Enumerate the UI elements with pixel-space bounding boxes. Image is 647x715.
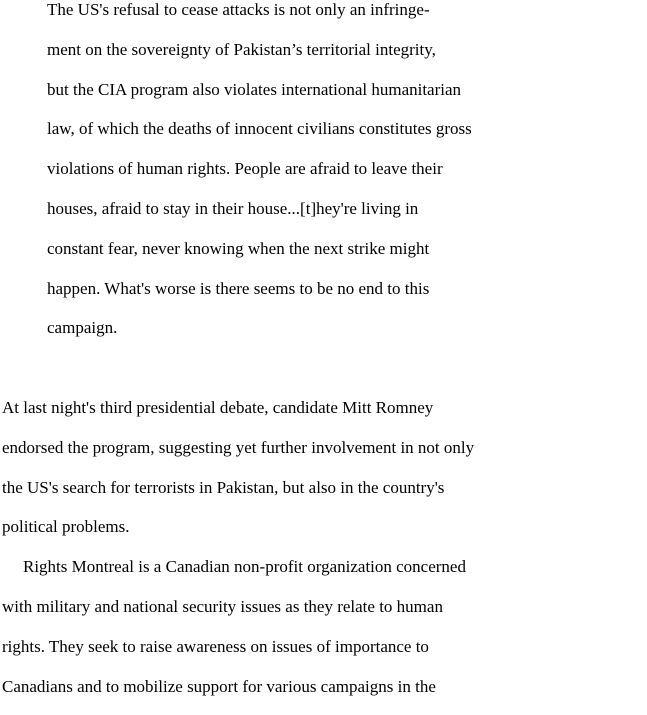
- quote-line: The US's refusal to cease attacks is not only an infringe-: [47, 0, 430, 19]
- quote-line: happen. What's worse is there seems to be no end to this: [47, 278, 430, 298]
- quote-line: houses, afraid to stay in their house...[t]hey're living in: [47, 198, 419, 218]
- paragraph-line: At last night's third presidential debate, candidate Mitt Romney: [2, 397, 434, 417]
- quote-line: but the CIA program also violates international humanitarian: [47, 79, 462, 99]
- paragraph-rights-montreal: [0, 547, 647, 706]
- paragraph-line: the US's search for terrorists in Pakistan, but also in the country's: [2, 477, 445, 497]
- quote-line: ment on the sovereignty of Pakistan’s territorial integrity,: [47, 39, 436, 59]
- paragraph-line: political problems.: [2, 517, 130, 537]
- paragraph-line: with military and national security issues as they relate to human: [2, 596, 443, 616]
- quote-line: law, of which the deaths of innocent civilians constitutes gross: [47, 119, 472, 139]
- paragraph-line: rights. They seek to raise awareness on issues of importance to: [2, 636, 429, 656]
- paragraph-debate: [0, 388, 647, 547]
- quote-line: constant fear, never knowing when the next strike might: [47, 238, 430, 258]
- paragraph-line: Rights Montreal is a Canadian non-profit organization concerned: [23, 557, 466, 577]
- paragraph-line: endorsed the program, suggesting yet further involvement in not only: [2, 437, 475, 457]
- quote-line: violations of human rights. People are afraid to leave their: [47, 159, 443, 179]
- quote-line: campaign.: [47, 318, 118, 338]
- block-quote: [0, 0, 647, 348]
- paragraph-line: Canadians and to mobilize support for various campaigns in the: [2, 676, 436, 696]
- paragraph-spacer: [0, 348, 647, 388]
